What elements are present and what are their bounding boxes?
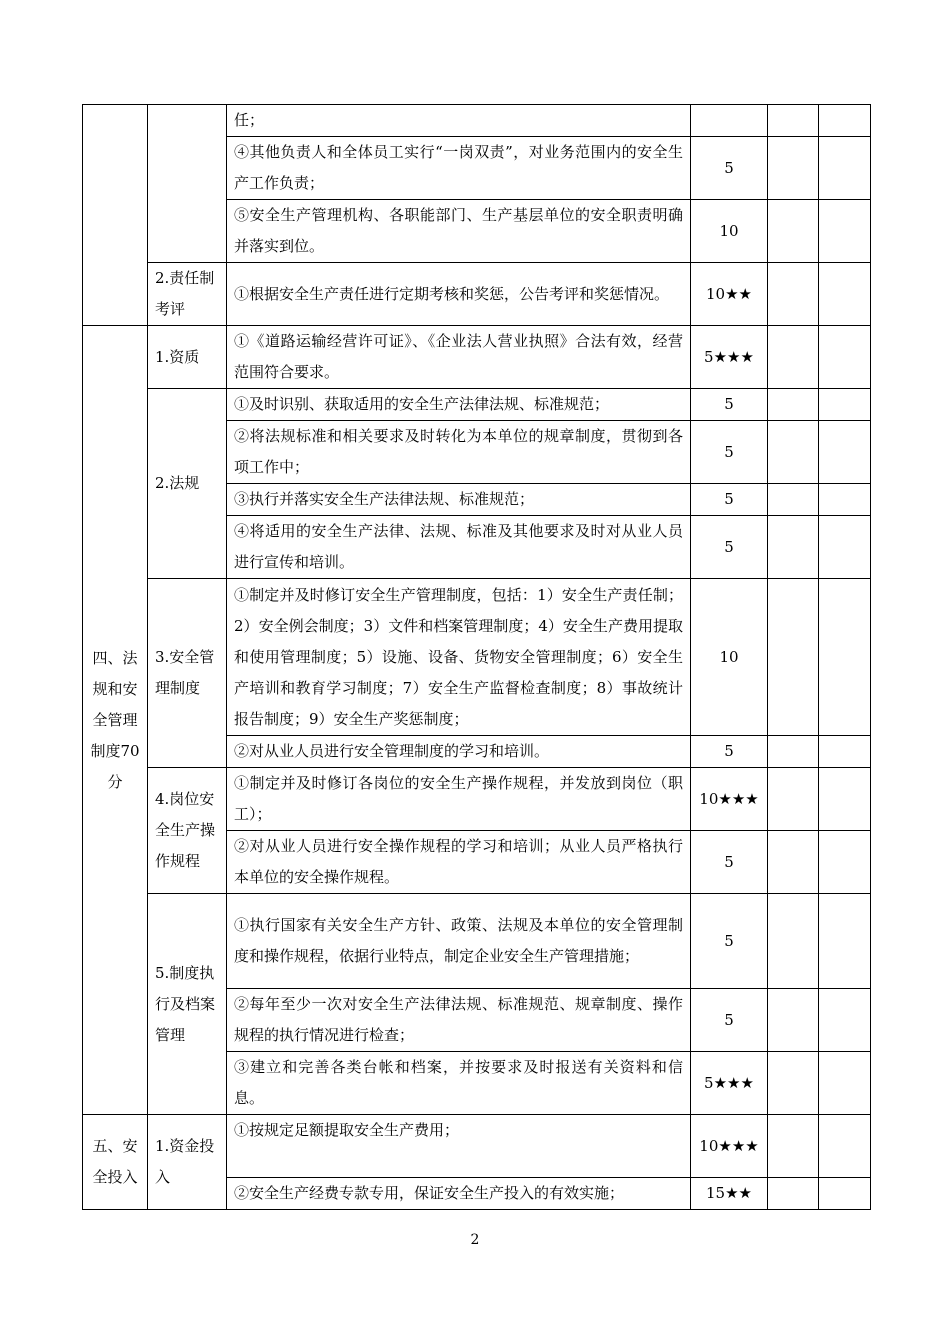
table-row [83, 105, 871, 137]
empty-cell [819, 263, 871, 326]
content-cell: ④将适用的安全生产法律、法规、标准及其他要求及时对从业人员进行宣传和培训。 [227, 516, 691, 579]
score-cell: 5 [691, 831, 768, 894]
score-cell: 5★★★ [691, 1052, 768, 1115]
empty-cell [819, 736, 871, 768]
score-cell: 5 [691, 989, 768, 1052]
score-cell: 5 [691, 137, 768, 200]
content-cell: ①执行国家有关安全生产方针、政策、法规及本单位的安全管理制度和操作规程，依据行业特点，制定企业安全生产管理措施； [227, 894, 691, 989]
content-cell: ③建立和完善各类台帐和档案，并按要求及时报送有关资料和信息。 [227, 1052, 691, 1115]
empty-cell [768, 326, 819, 389]
empty-cell [768, 389, 819, 421]
subcategory-cell: 3.安全管理制度 [148, 579, 227, 768]
content-cell: ②每年至少一次对安全生产法律法规、标准规范、规章制度、操作规程的执行情况进行检查； [227, 989, 691, 1052]
content-cell: ②将法规标准和相关要求及时转化为本单位的规章制度，贯彻到各项工作中； [227, 421, 691, 484]
score-cell [691, 105, 768, 137]
empty-cell [819, 389, 871, 421]
table-row [83, 1115, 871, 1178]
empty-cell [819, 484, 871, 516]
score-cell: 5 [691, 421, 768, 484]
score-cell: 5 [691, 736, 768, 768]
table-row [83, 326, 871, 389]
score-cell: 5 [691, 516, 768, 579]
subcategory-cell: 2.法规 [148, 389, 227, 579]
score-cell: 10 [691, 200, 768, 263]
empty-cell [768, 1052, 819, 1115]
empty-cell [768, 894, 819, 989]
score-cell: 5 [691, 389, 768, 421]
subcategory-cell: 2.责任制考评 [148, 263, 227, 326]
empty-cell [768, 516, 819, 579]
empty-cell [819, 989, 871, 1052]
page-number: 2 [470, 1232, 480, 1248]
content-cell: ③执行并落实安全生产法律法规、标准规范； [227, 484, 691, 516]
empty-cell [768, 105, 819, 137]
table-row [83, 579, 871, 736]
subcategory-cell: 1.资金投入 [148, 1115, 227, 1210]
empty-cell [768, 1115, 819, 1178]
table-row [83, 894, 871, 989]
score-cell: 5 [691, 894, 768, 989]
empty-cell [768, 736, 819, 768]
score-cell: 5★★★ [691, 326, 768, 389]
content-cell: ①制定并及时修订各岗位的安全生产操作规程，并发放到岗位（职工）； [227, 768, 691, 831]
content-cell: ⑤安全生产管理机构、各职能部门、生产基层单位的安全职责明确并落实到位。 [227, 200, 691, 263]
empty-cell [819, 137, 871, 200]
score-cell: 10 [691, 579, 768, 736]
empty-cell [819, 768, 871, 831]
category-cell [83, 105, 148, 326]
subcategory-cell: 4.岗位安全生产操作规程 [148, 768, 227, 894]
content-cell: ①及时识别、获取适用的安全生产法律法规、标准规范； [227, 389, 691, 421]
empty-cell [819, 1115, 871, 1178]
empty-cell [768, 831, 819, 894]
empty-cell [819, 200, 871, 263]
empty-cell [768, 137, 819, 200]
empty-cell [819, 516, 871, 579]
empty-cell [819, 831, 871, 894]
content-cell: ①根据安全生产责任进行定期考核和奖惩，公告考评和奖惩情况。 [227, 263, 691, 326]
empty-cell [768, 579, 819, 736]
subcategory-cell: 5.制度执行及档案管理 [148, 894, 227, 1115]
score-cell: 15★★ [691, 1178, 768, 1210]
content-cell: 任； [227, 105, 691, 137]
empty-cell [768, 263, 819, 326]
content-cell: ①《道路运输经营许可证》、《企业法人营业执照》合法有效，经营范围符合要求。 [227, 326, 691, 389]
content-cell: ①按规定足额提取安全生产费用； [227, 1115, 691, 1178]
empty-cell [768, 421, 819, 484]
table-row [83, 389, 871, 421]
content-cell: ②对从业人员进行安全管理制度的学习和培训。 [227, 736, 691, 768]
content-cell: ②安全生产经费专款专用，保证安全生产投入的有效实施； [227, 1178, 691, 1210]
table-row [83, 768, 871, 831]
content-cell: ④其他负责人和全体员工实行“一岗双责”，对业务范围内的安全生产工作负责； [227, 137, 691, 200]
subcategory-cell [148, 105, 227, 263]
empty-cell [768, 768, 819, 831]
empty-cell [768, 200, 819, 263]
empty-cell [819, 326, 871, 389]
empty-cell [819, 894, 871, 989]
empty-cell [819, 421, 871, 484]
category-cell: 四、法规和安全管理制度70 分 [83, 326, 148, 1115]
empty-cell [819, 1052, 871, 1115]
category-cell: 五、安全投入 [83, 1115, 148, 1210]
empty-cell [768, 1178, 819, 1210]
score-cell: 5 [691, 484, 768, 516]
subcategory-cell: 1.资质 [148, 326, 227, 389]
table-row [83, 263, 871, 326]
empty-cell [819, 105, 871, 137]
score-cell: 10★★★ [691, 768, 768, 831]
content-cell: ②对从业人员进行安全操作规程的学习和培训；从业人员严格执行本单位的安全操作规程。 [227, 831, 691, 894]
empty-cell [768, 989, 819, 1052]
content-cell: ①制定并及时修订安全生产管理制度，包括：1）安全生产责任制；2）安全例会制度；3）文件和档案管理制度；4）安全生产费用提取和使用管理制度；5）设施、设备、货物安全管理制度；6）安全生产培训和教育学习制度；7）安全生产监督检查制度；8）事故统计报告制度；9）安全生产奖惩制度； [227, 579, 691, 736]
empty-cell [819, 579, 871, 736]
evaluation-table [82, 104, 871, 1210]
score-cell: 10★★★ [691, 1115, 768, 1178]
score-cell: 10★★ [691, 263, 768, 326]
empty-cell [819, 1178, 871, 1210]
empty-cell [768, 484, 819, 516]
